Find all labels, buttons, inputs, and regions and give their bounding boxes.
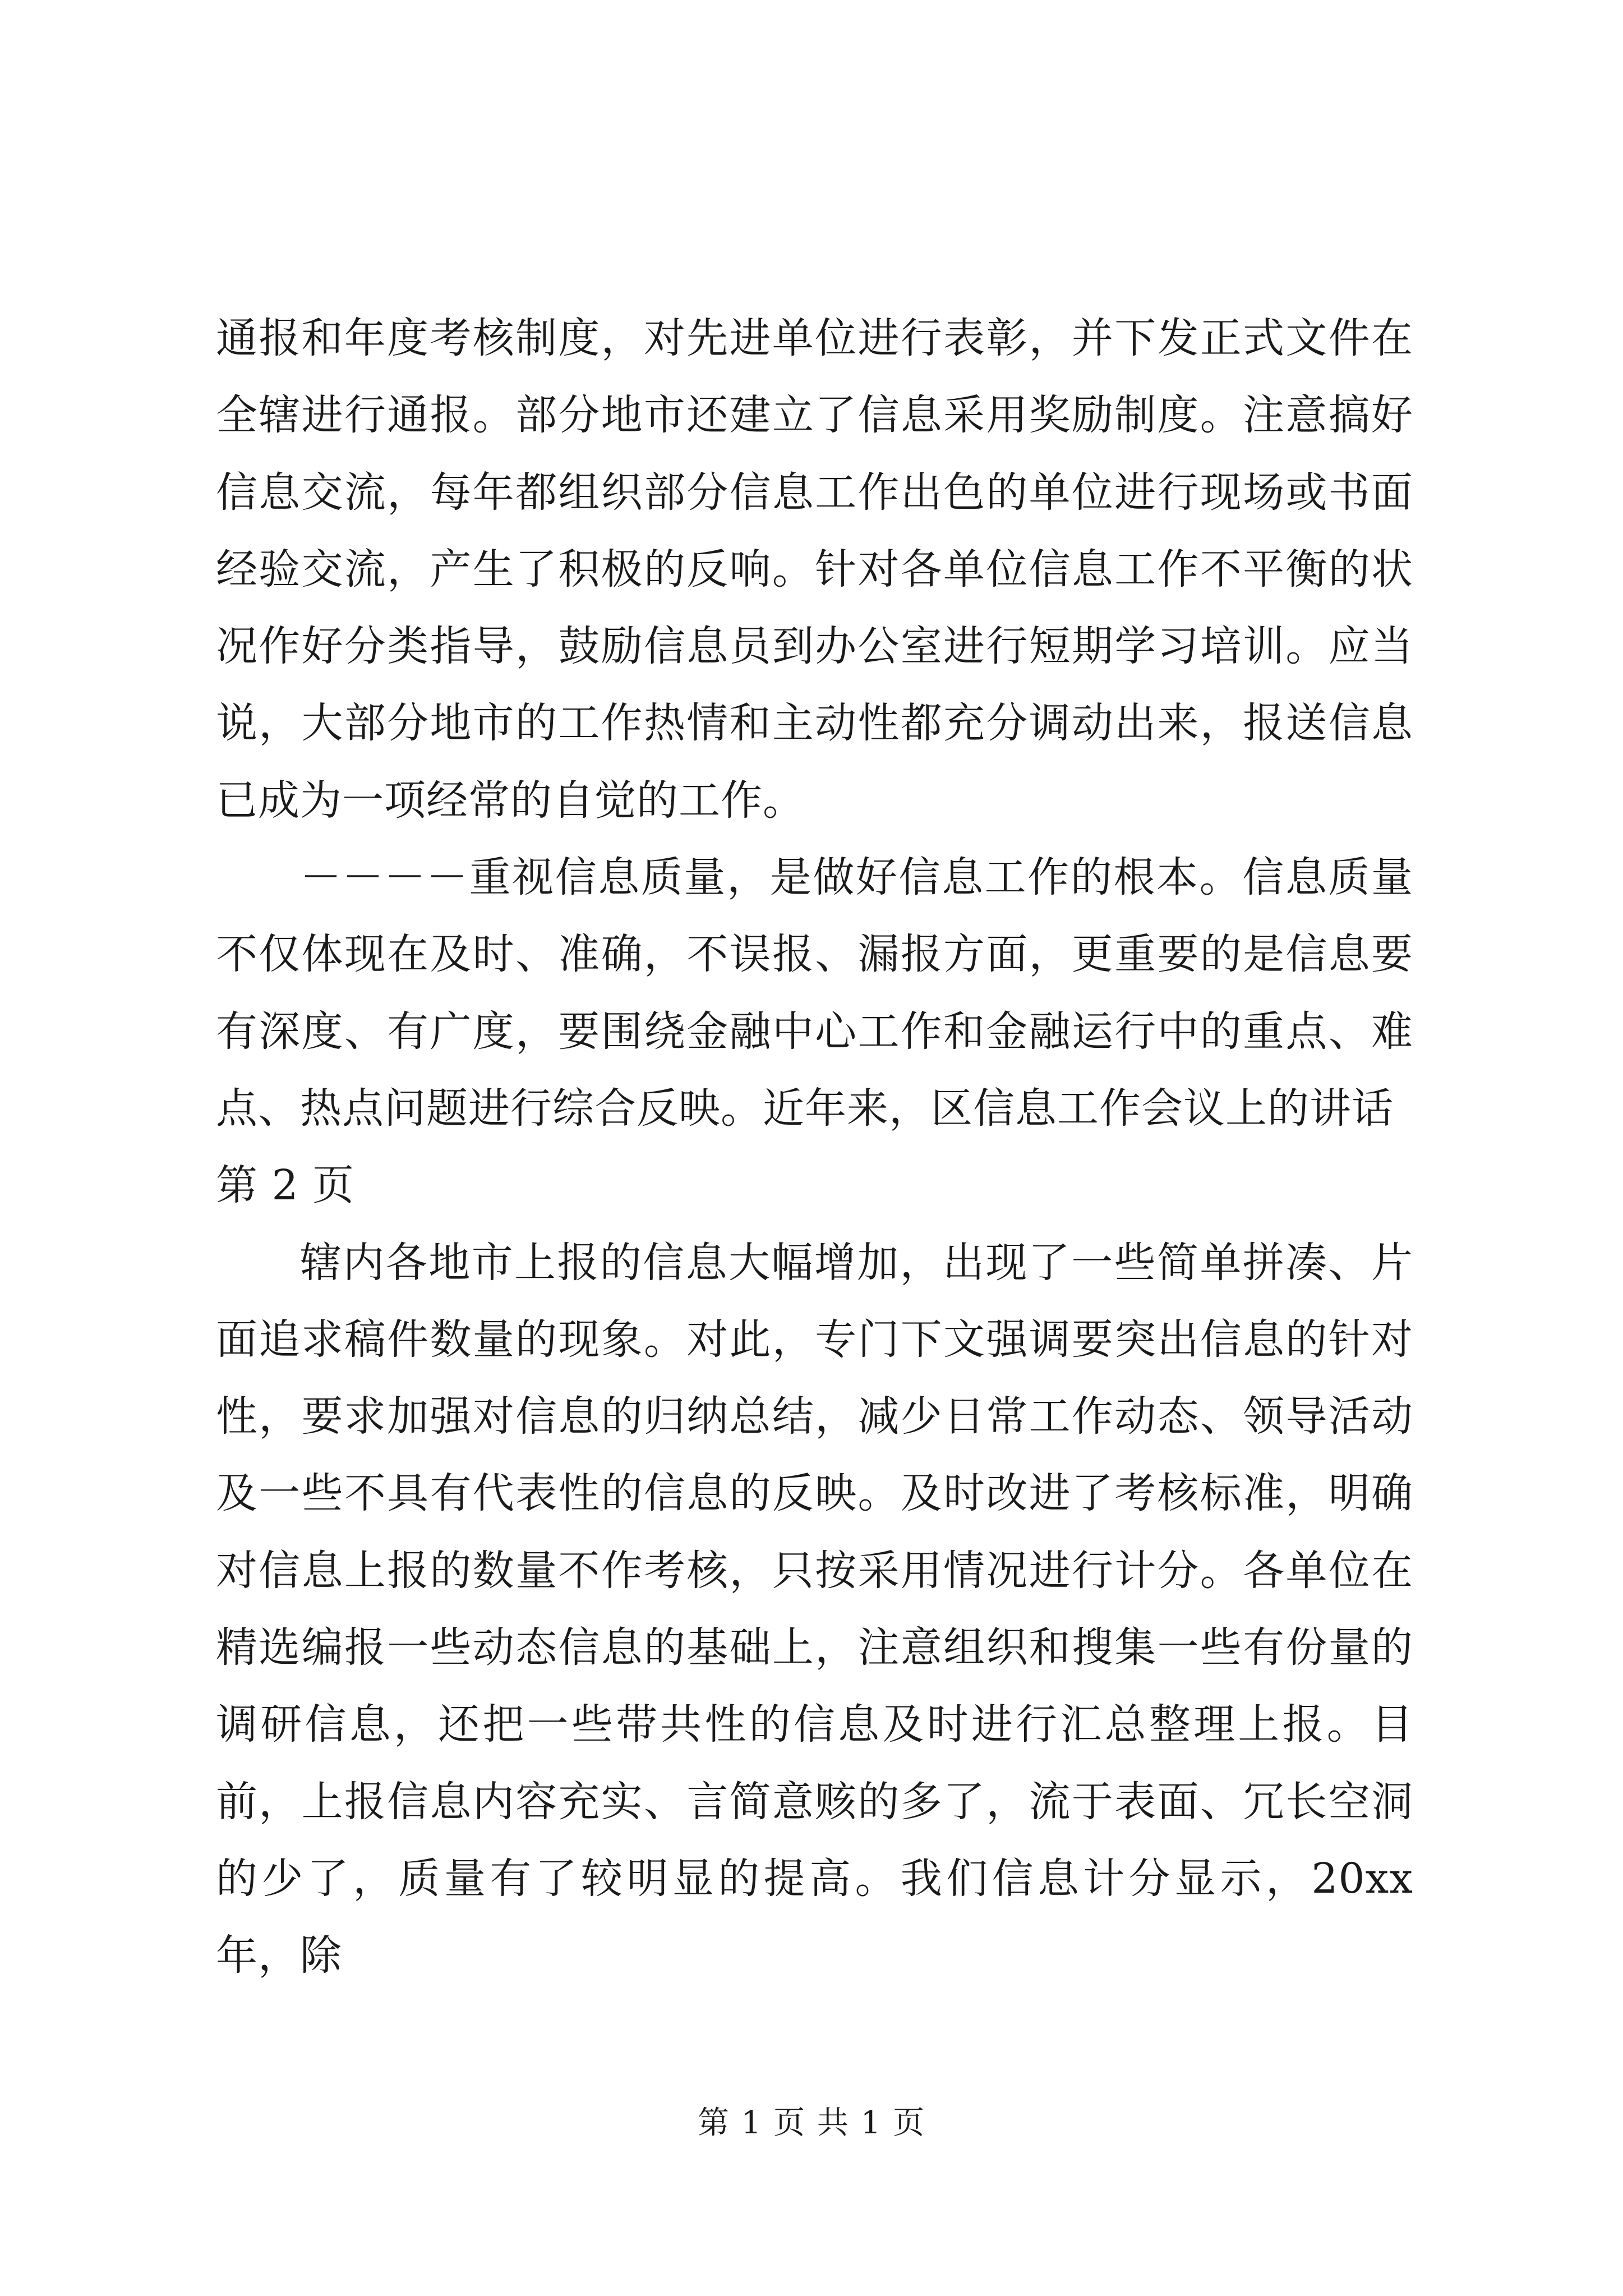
document-body	[216, 300, 1413, 1995]
paragraph-3: 辖内各地市上报的信息大幅增加，出现了一些简单拼凑、片面追求稿件数量的现象。对此，专门下文强调要突出信息的针对性，要求加强对信息的归纳总结，减少日常工作动态、领导活动及一些不具有代表性的信息的反映。及时改进了考核标准，明确对信息上报的数量不作考核，只按采用情况进行计分。各单位在精选编报一些动态信息的基础上，注意组织和搜集一些有份量的调研信息，还把一些带共性的信息及时进行汇总整理上报。目前，上报信息内容充实、言简意赅的多了，流于表面、冗长空洞的少了，质量有了较明显的提高。我们信息计分显示，20xx 年，除	[216, 1238, 1413, 1980]
paragraph-1: 通报和年度考核制度，对先进单位进行表彰，并下发正式文件在全辖进行通报。部分地市还建立了信息采用奖励制度。注意搞好信息交流，每年都组织部分信息工作出色的单位进行现场或书面经验交流，产生了积极的反响。针对各单位信息工作不平衡的状况作好分类指导，鼓励信息员到办公室进行短期学习培训。应当说，大部分地市的工作热情和主动性都充分调动出来，报送信息已成为一项经常的自觉的工作。	[216, 314, 1413, 825]
inline-page-marker: 第 2 页	[216, 1161, 355, 1210]
page-footer: 第 1 页 共 1 页	[697, 2105, 926, 2141]
paragraph-2: －－－－重视信息质量，是做好信息工作的根本。信息质量不仅体现在及时、准确，不误报、漏报方面，更重要的是信息要有深度、有广度，要围绕金融中心工作和金融运行中的重点、难点、热点问题进行综合反映。近年来，区信息工作会议上的讲话	[216, 853, 1413, 1133]
